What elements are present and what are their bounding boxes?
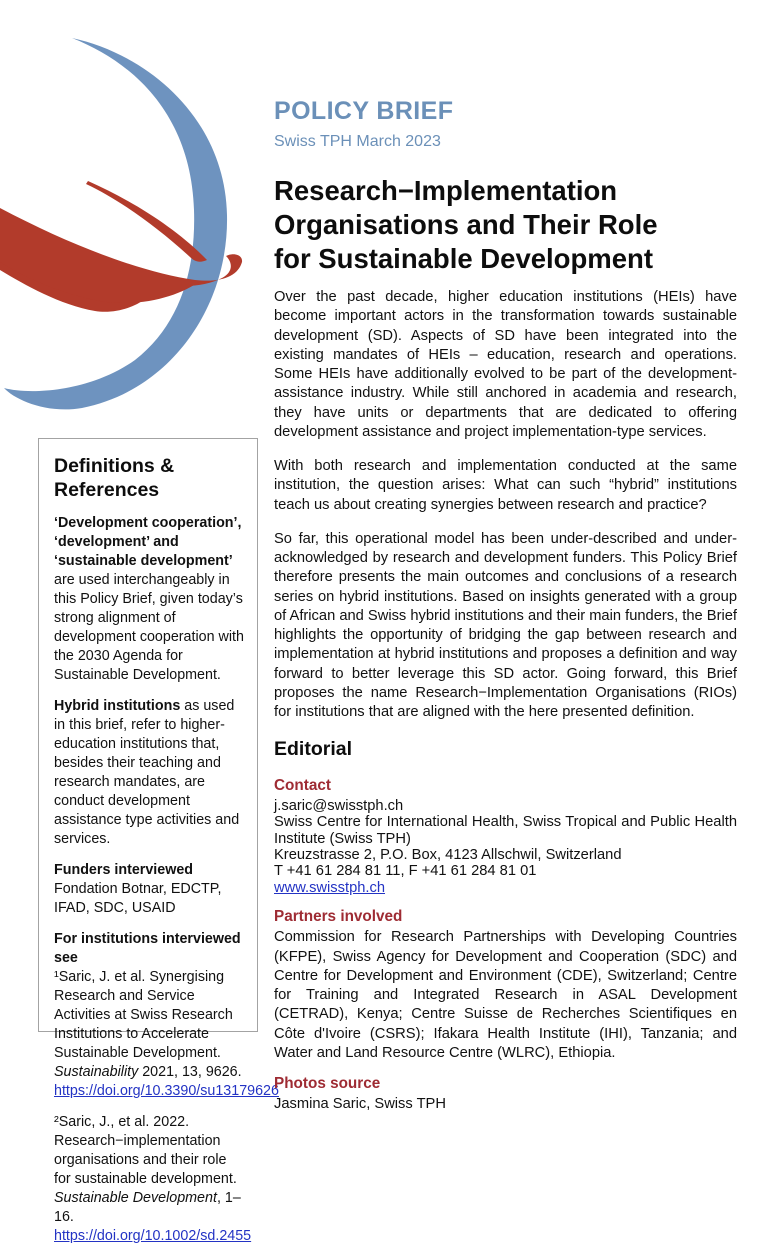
partners-heading: Partners involved	[274, 908, 403, 926]
definitions-heading: Definitions & References	[54, 455, 175, 501]
page-title: Research−Implementation Organisations and Their Role for Sustainable Development	[274, 175, 658, 274]
intro-paragraph-3: So far, this operational model has been under-described and under-acknowledged by research and development funders. This Policy Brief therefore presents the main outcomes and conclusions of a research series on hybrid institutions. Based on insights generated with a group of African and Swiss hybrid institutions and their main funders, the Brief highlights the opportunity of bridging the gap between research and implementation at hybrid institutions and proposes a definition and way forward to better leverage this SD actor. Going forward, this Brief proposes the name Research−Implementation Organisations (RIOs) for institutions that are aligned with the here presented definition.	[274, 530, 737, 721]
definition-hybrid-institutions: Hybrid institutions as used in this brief, refer to higher-education institutions that, besides their teaching and research mandates, are conduct development assistance type activities and services.	[54, 698, 240, 847]
doi-link-1[interactable]: https://doi.org/10.3390/su13179626	[54, 1083, 279, 1099]
intro-paragraph-1: Over the past decade, higher education institutions (HEIs) have become important actors in the transformation towards sustainable development (SD). Aspects of SD have been integrated into the existing mandates of HEIs – education, research and operations. Some HEIs have additionally evolved to be part of the development-assistance industry. While still anchored in academia and research, they have units or departments that are dedicated to offering development assistance and project implementation-type services.	[274, 289, 737, 441]
contact-email: j.saric@swisstph.ch	[274, 797, 404, 814]
intro-paragraph-2: With both research and implementation conducted at the same institution, the question arises: What can such “hybrid” institutions teach us about creating synergies between research and practice?	[274, 458, 737, 513]
date-line: Swiss TPH March 2023	[274, 133, 441, 150]
policy-brief-kicker: POLICY BRIEF	[274, 97, 454, 125]
photos-source-heading: Photos source	[274, 1075, 381, 1093]
partners-paragraph: Commission for Research Partnerships with Developing Countries (KFPE), Swiss Agency for Development and Cooperation (SDC) and Centre for Development and Environment (CDE), Switzerland; Centre for Training and Integrated Research in ASAL Development (CETRAD), Kenya; Centre Suisse de Recherches Scientifiques en Côte d'Ivoire (CSRS); Ifakara Health Institute (IHI), Tanzania; and Water and Land Resource Centre (WLRC), Ethiopia.	[274, 929, 737, 1061]
editorial-heading: Editorial	[274, 737, 353, 760]
main-column	[274, 97, 737, 1115]
website-link[interactable]: www.swisstph.ch	[274, 879, 386, 896]
funders-interviewed: Funders interviewed Fondation Botnar, EDCTP, IFAD, SDC, USAID	[54, 862, 222, 916]
reference-1: For institutions interviewed see ¹Saric, J. et al. Synergising Research and Service Activities at Swiss Research Institutions to Accelerate Sustainable Development. Sustainability 2021, 13, 9626. https://doi.org/10.3390/su13179626	[54, 931, 279, 1099]
swiss-tph-logo-icon	[0, 18, 262, 443]
contact-block	[274, 798, 737, 896]
doi-link-2[interactable]: https://doi.org/10.1002/sd.2455	[54, 1228, 252, 1244]
contact-heading: Contact	[274, 776, 331, 794]
contact-organisation: Swiss Centre for International Health, Swiss Tropical and Public Health Institute (Swiss TPH)	[274, 814, 737, 847]
contact-phone: T +41 61 284 81 11, F +41 61 284 81 01	[274, 863, 537, 880]
reference-2: ²Saric, J., et al. 2022. Research−implementation organisations and their role for sustainable development. Sustainable Development, 1–16. https://doi.org/10.1002/sd.2455	[54, 1114, 252, 1244]
definitions-references-box	[38, 438, 279, 1244]
definition-development-cooperation: ‘Development cooperation’, ‘development’ and ‘sustainable development’ are used interchangeably in this Policy Brief, given today’s strong alignment of development cooperation with the 2030 Agenda for Sustainable Development.	[54, 515, 244, 683]
contact-address: Kreuzstrasse 2, P.O. Box, 4123 Allschwil, Switzerland	[274, 847, 622, 863]
photos-source-value: Jasmina Saric, Swiss TPH	[274, 1096, 446, 1113]
